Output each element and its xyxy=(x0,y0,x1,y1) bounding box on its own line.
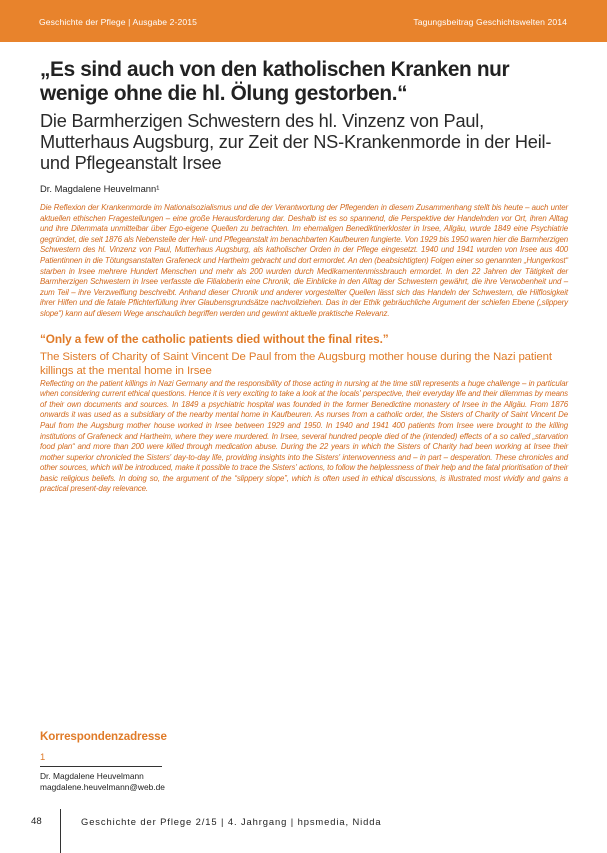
footer-text: Geschichte der Pflege 2/15 | 4. Jahrgang | hpsmedia, Nidda xyxy=(81,816,382,827)
correspondence-name: Dr. Magdalene Heuvelmann xyxy=(40,771,144,781)
section-label: Tagungsbeitrag Geschichtswelten 2014 xyxy=(413,17,567,27)
page-footer xyxy=(0,805,607,853)
english-title: “Only a few of the catholic patients died without the final rites.” xyxy=(40,331,389,346)
footnote-ref-link[interactable]: 1 xyxy=(40,751,46,762)
article-body xyxy=(40,58,568,495)
journal-issue-label: Geschichte der Pflege | Ausgabe 2-2015 xyxy=(39,17,197,27)
correspondence-block xyxy=(40,730,440,793)
footer-divider xyxy=(60,809,61,853)
english-subtitle: The Sisters of Charity of Saint Vincent De Paul from the Augsburg mother house during the Nazi patient killings at the mental home in Irsee xyxy=(40,350,552,377)
page-number: 48 xyxy=(31,816,42,827)
correspondence-email[interactable]: magdalene.heuvelmann@web.de xyxy=(40,782,165,792)
author-name: Dr. Magdalene Heuvelmann¹ xyxy=(40,183,160,194)
article-title: „Es sind auch von den katholischen Kranken nur wenige ohne die hl. Ölung gestorben.“ xyxy=(40,58,510,105)
correspondence-heading: Korrespondenzadresse xyxy=(40,730,167,743)
abstract-german: Die Reflexion der Krankenmorde im Nationalsozialismus und die der Verantwortung der Pflegenden in diesem Zusammenhang stellt bis heute – auch unter aktuellen ethischen Fragestellungen – eine große Herausforderung dar. Deshalb ist es so spannend, die Perspektive der Handelnden vor Ort, ihren Alltag und ihre Dilemmata unmittelbar über Ego-eigene Quellen zu betrachten. Im ehemaligen Benediktinerkloster in Irsee, Allgäu, wurde 1849 eine Psychiatrie gegründet, die seit 1876 als Nebenstelle der Heil- und Pflegeanstalt im benachbarten Kaufbeuren fungierte. Von 1929 bis 1950 waren hier die Barmherzigen Schwestern des hl. Vinzenz von Paul, Mutterhaus Augsburg, als katholischer Orden in der Pflege eingesetzt. 1940 und 1941 wurden von Irsee aus 400 Patientinnen in die Tötungsanstalten Grafeneck und Hartheim gebracht und dort ermordet. An den (beabsichtigten) Folgen einer so genannten „Hungerkost“ starben in Irsee mehrere Hundert Menschen und mehr als 200 wurden durch Medikamentenmissbrauch ermordet. In den 22 Jahren der Tätigkeit der Barmherzigen Schwestern in Irsee verfasste die Filialoberin eine Chronik, die Einblicke in den Alltag der Schwestern gewährt, die ihre Verwobenheit und – zum Teil – ihre Verzweiflung beschreibt. Anhand dieser Chronik und anderer vorgestellter Quellen lässt sich das Handeln der Schwestern, die Hilflosigkeit ihrer Hilfen und die fatale Pflichterfüllung ihrer Glaubensgrundsätze nachvollziehen. Das in der Ethik gebräuchliche Argument der schiefen Ebene („slippery slope“) kann auf diesem Wege anschaulich begriffen werden und gewinnt aktuelle praktische Relevanz. xyxy=(40,203,568,318)
divider-line xyxy=(40,766,162,767)
correspondence-text xyxy=(40,771,440,793)
abstract-english: Reflecting on the patient killings in Nazi Germany and the responsibility of those acting in nursing at the time still represents a huge challenge – in particular when considering current ethical questions. Hence it is very exciting to take a look at the locals' perspective, their everyday life and their dilemmas by means of their own documents and sources. In 1849 a psychiatric hospital was founded in the former Benedictine monastery of Irsee in the Allgäu. From 1876 onwards it was used as a subsidiary of the nearby mental home in Kaufbeuren. As nurses from a catholic order, the Sisters of Charity of Saint Vincent De Paul from the Augsburg mother house worked in Irsee between 1929 and 1950. In 1940 and 1941 400 patients from Irsee were brought to the killing institutions of Grafeneck and Hartheim, where they were murdered. In Irsee, several hundred people died of the (intended) effects of a so called „starvation food plan“ and more than 200 were killed through medication abuse. During the 22 years in which the Sisters of Charity had been working at Irsee their mother superior chronicled the Sisters' day-to-day life, providing insights into the Sisters' interwovenness and – in part – desperation. These chronicles and other sources, which will be introduced, make it possible to trace the Sisters' actions, to follow the helplessness of their help and the fatal prioritisation of their basic religious beliefs. In doing so, the argument of the “slippery slope”, which is often used in ethical discussions, is illustrated most vividly and gains a practical present-day relevance. xyxy=(40,378,568,494)
header-bar xyxy=(0,0,607,42)
article-subtitle: Die Barmherzigen Schwestern des hl. Vinzenz von Paul, Mutterhaus Augsburg, zur Zeit der NS-Krankenmorde in der Heil- und Pflegeanstalt Irsee xyxy=(40,111,552,173)
